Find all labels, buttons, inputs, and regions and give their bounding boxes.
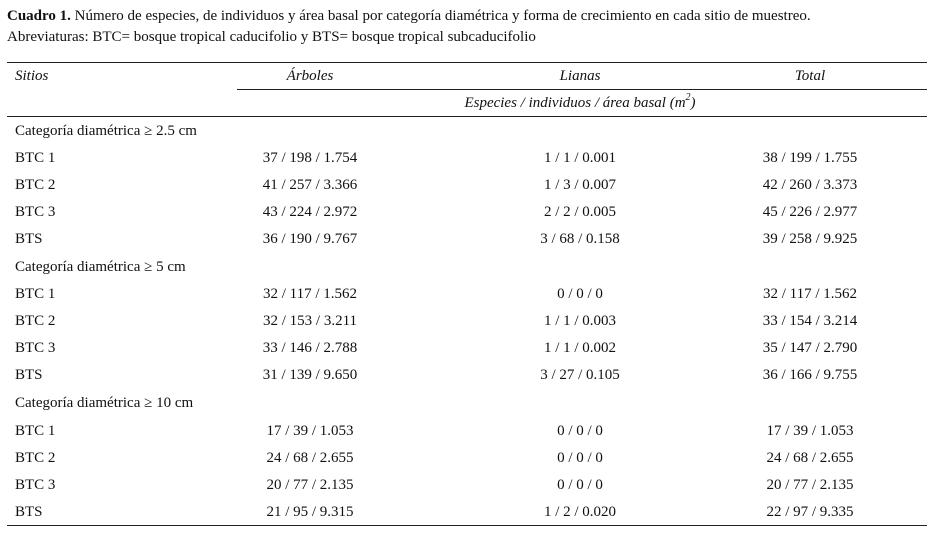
row-total: 33 / 154 / 3.214 (762, 313, 858, 329)
table-bottom-rule (7, 525, 927, 526)
row-site: BTC 2 (15, 313, 56, 329)
group-title: Categoría diamétrica ≥ 5 cm (15, 259, 186, 275)
header-total: Total (794, 68, 826, 84)
row-site: BTC 1 (15, 423, 56, 439)
group-title: Categoría diamétrica ≥ 2.5 cm (15, 123, 197, 139)
row-total: 20 / 77 / 2.135 (766, 477, 854, 493)
group-title: Categoría diamétrica ≥ 10 cm (15, 395, 194, 411)
caption-text: Número de especies, de individuos y área basal por categoría diamétrica y forma de crecimiento en cada sitio de muestreo. (70, 8, 811, 24)
row-total: 42 / 260 / 3.373 (762, 177, 858, 193)
row-site: BTC 2 (15, 177, 56, 193)
row-arboles: 24 / 68 / 2.655 (266, 450, 354, 466)
row-arboles: 32 / 153 / 3.211 (262, 313, 358, 329)
caption-line-2: Abreviaturas: BTC= bosque tropical caducifolio y BTS= bosque tropical subcaducifolio (7, 29, 536, 45)
row-total: 39 / 258 / 9.925 (762, 231, 858, 247)
row-arboles: 17 / 39 / 1.053 (266, 423, 354, 439)
row-site: BTC 3 (15, 477, 56, 493)
row-site: BTC 1 (15, 150, 56, 166)
row-total: 45 / 226 / 2.977 (762, 204, 858, 220)
header-arboles: Árboles (286, 68, 334, 84)
row-arboles: 32 / 117 / 1.562 (262, 286, 358, 302)
row-lianas: 2 / 2 / 0.005 (543, 204, 617, 220)
row-lianas: 0 / 0 / 0 (557, 423, 603, 439)
row-lianas: 1 / 1 / 0.001 (543, 150, 617, 166)
row-site: BTC 3 (15, 340, 56, 356)
header-sitios: Sitios (15, 68, 49, 84)
subheader-close: ) (690, 95, 696, 111)
table-top-rule (7, 62, 927, 63)
row-lianas: 0 / 0 / 0 (557, 477, 603, 493)
row-site: BTC 2 (15, 450, 56, 466)
row-total: 24 / 68 / 2.655 (766, 450, 854, 466)
row-site: BTC 3 (15, 204, 56, 220)
row-lianas: 3 / 68 / 0.158 (540, 231, 620, 247)
header-lianas: Lianas (559, 68, 601, 84)
row-lianas: 1 / 2 / 0.020 (543, 504, 617, 520)
row-total: 32 / 117 / 1.562 (762, 286, 858, 302)
row-total: 17 / 39 / 1.053 (766, 423, 854, 439)
row-lianas: 1 / 3 / 0.007 (543, 177, 617, 193)
header-sub-rule (237, 89, 927, 90)
row-lianas: 3 / 27 / 0.105 (540, 367, 620, 383)
row-lianas: 0 / 0 / 0 (557, 450, 603, 466)
row-arboles: 31 / 139 / 9.650 (262, 367, 358, 383)
row-total: 22 / 97 / 9.335 (766, 504, 854, 520)
row-site: BTS (15, 231, 43, 247)
subheader-text: Especies / individuos / área basal (m (464, 95, 686, 111)
row-site: BTS (15, 504, 43, 520)
row-arboles: 41 / 257 / 3.366 (262, 177, 358, 193)
row-arboles: 37 / 198 / 1.754 (262, 150, 358, 166)
row-arboles: 21 / 95 / 9.315 (266, 504, 354, 520)
row-arboles: 43 / 224 / 2.972 (262, 204, 358, 220)
row-site: BTS (15, 367, 43, 383)
subheader-superscript: 2 (685, 92, 691, 103)
row-total: 38 / 199 / 1.755 (762, 150, 858, 166)
header-bottom-rule (7, 116, 927, 117)
row-arboles: 33 / 146 / 2.788 (262, 340, 358, 356)
row-arboles: 36 / 190 / 9.767 (262, 231, 358, 247)
row-lianas: 1 / 1 / 0.002 (543, 340, 617, 356)
row-lianas: 1 / 1 / 0.003 (543, 313, 617, 329)
table-caption (7, 6, 932, 48)
row-lianas: 0 / 0 / 0 (557, 286, 603, 302)
caption-line-1 (7, 6, 932, 27)
row-total: 36 / 166 / 9.755 (762, 367, 858, 383)
row-site: BTC 1 (15, 286, 56, 302)
header-subheader (380, 93, 780, 113)
caption-label: Cuadro 1. (7, 8, 71, 24)
row-arboles: 20 / 77 / 2.135 (266, 477, 354, 493)
row-total: 35 / 147 / 2.790 (762, 340, 858, 356)
